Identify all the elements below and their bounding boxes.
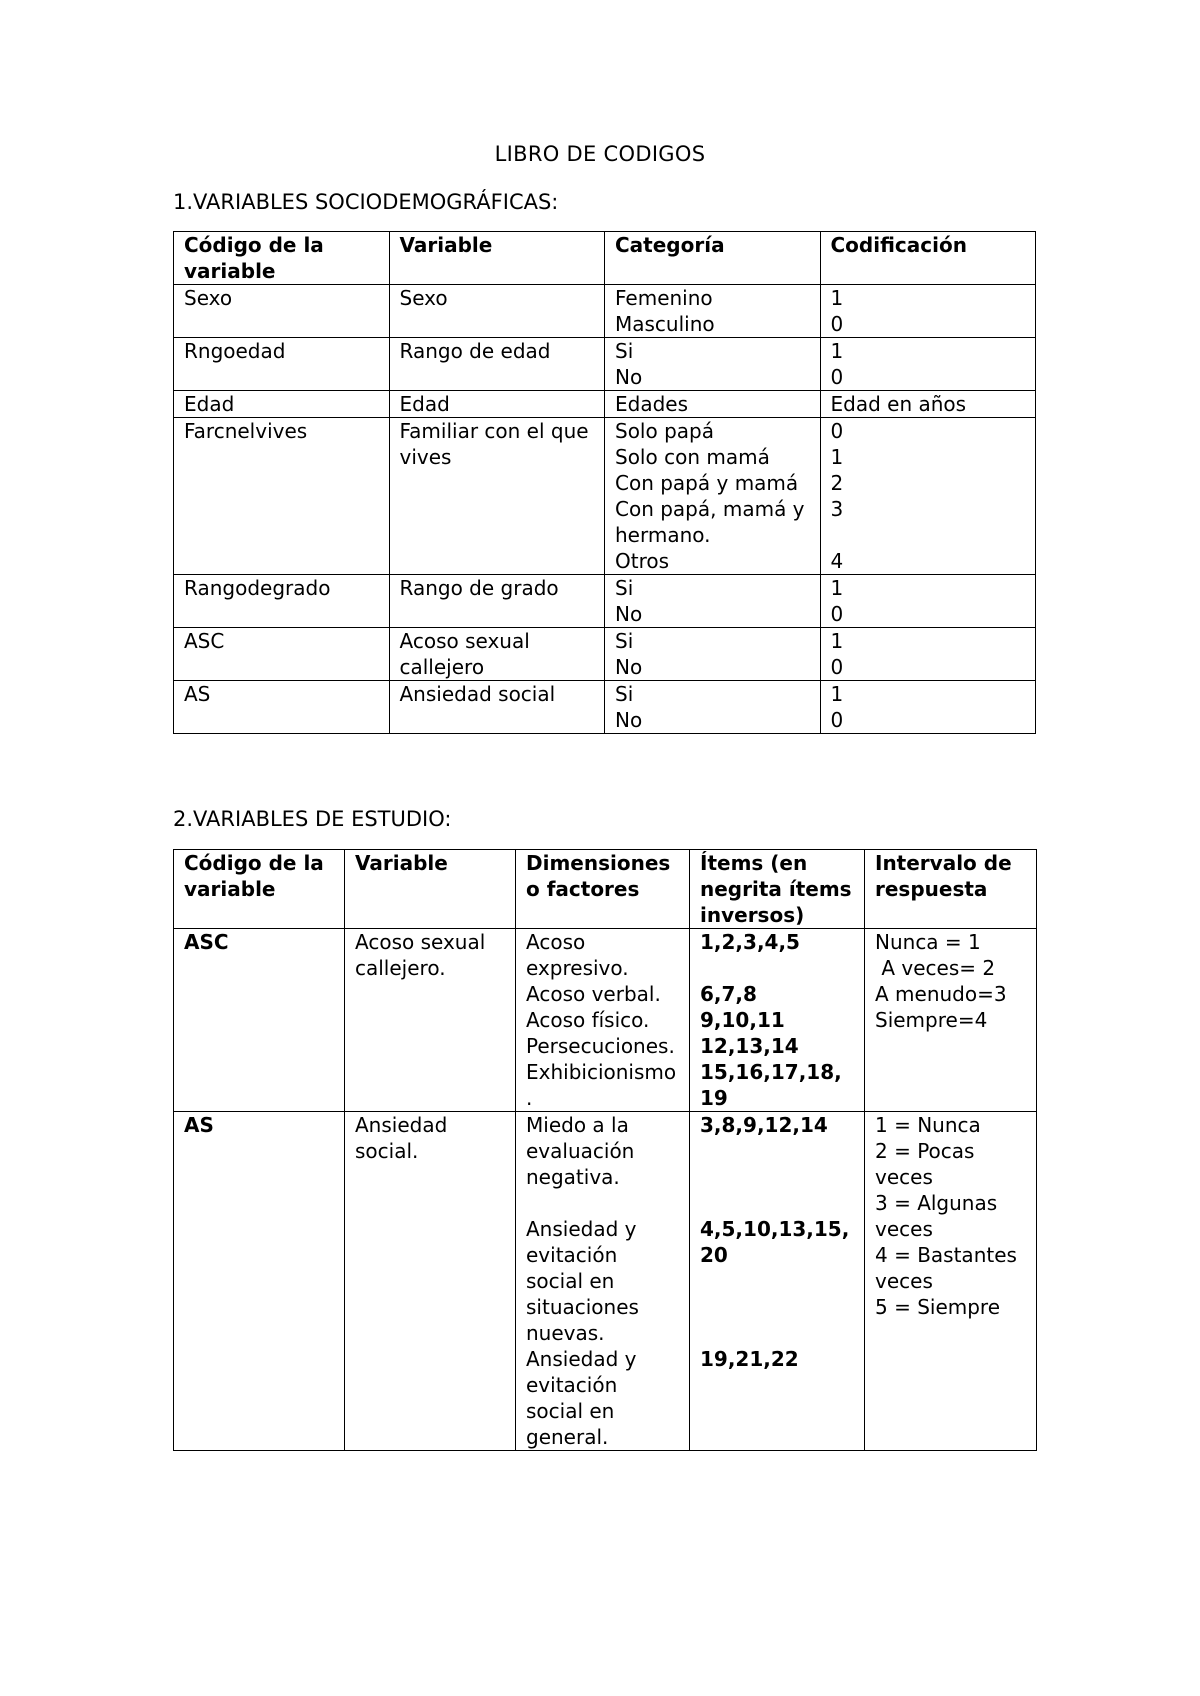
table-header-row bbox=[174, 232, 1036, 285]
items-value: 12,13,14 bbox=[700, 1034, 799, 1058]
header-cell: Código de la variable bbox=[174, 850, 345, 929]
coding-value: 4 bbox=[830, 549, 844, 573]
table-row bbox=[174, 338, 1036, 391]
section-heading-sociodemographic: 1.VARIABLES SOCIODEMOGRÁFICAS: bbox=[173, 190, 559, 214]
variable-code-cell: Rangodegrado bbox=[174, 575, 390, 628]
table-row bbox=[174, 1112, 1037, 1451]
variable-name-cell: Ansiedad social. bbox=[345, 1112, 516, 1451]
items-value: 19,21,22 bbox=[700, 1347, 799, 1371]
coding-value: 1 bbox=[830, 445, 844, 469]
coding-value: 0 bbox=[830, 312, 844, 336]
section-heading-study-variables: 2.VARIABLES DE ESTUDIO: bbox=[173, 807, 452, 831]
variable-name-cell: Familiar con el que vives bbox=[389, 418, 605, 575]
coding-value: 1 bbox=[830, 682, 844, 706]
coding-cell bbox=[820, 681, 1036, 734]
category-value: Femenino bbox=[615, 286, 713, 310]
items-value bbox=[700, 1190, 854, 1216]
items-value: 4,5,10,13,15,20 bbox=[700, 1217, 850, 1267]
variable-code-cell: ASC bbox=[174, 929, 345, 1112]
variable-code-cell: ASC bbox=[174, 628, 390, 681]
dimension-value bbox=[526, 1190, 679, 1216]
category-value: Si bbox=[615, 629, 634, 653]
coding-cell bbox=[820, 391, 1036, 418]
category-value: No bbox=[615, 365, 643, 389]
category-value: Solo con mamá bbox=[615, 445, 770, 469]
coding-value: 0 bbox=[830, 365, 844, 389]
scale-value: 4 = Bastantes veces bbox=[875, 1243, 1024, 1293]
header-cell: Código de la variable bbox=[174, 232, 390, 285]
header-cell: Variable bbox=[345, 850, 516, 929]
items-value bbox=[700, 1320, 854, 1346]
items-value: 15,16,17,18,19 bbox=[700, 1060, 842, 1110]
scale-value: Nunca = 1 bbox=[875, 930, 981, 954]
dimension-value: Exhibicionismo. bbox=[526, 1060, 677, 1110]
coding-cell bbox=[820, 338, 1036, 391]
response-scale-cell bbox=[865, 1112, 1037, 1451]
variable-code-cell: Sexo bbox=[174, 285, 390, 338]
items-value: 9,10,11 bbox=[700, 1008, 785, 1032]
table-row bbox=[174, 391, 1036, 418]
variable-name-cell: Rango de grado bbox=[389, 575, 605, 628]
table-row bbox=[174, 628, 1036, 681]
dimension-value: Acoso verbal. bbox=[526, 982, 661, 1006]
variable-name-cell: Ansiedad social bbox=[389, 681, 605, 734]
header-cell: Dimensiones o factores bbox=[516, 850, 690, 929]
coding-value: 0 bbox=[830, 708, 844, 732]
items-value: 6,7,8 bbox=[700, 982, 757, 1006]
category-value: No bbox=[615, 655, 643, 679]
variable-name-cell: Acoso sexual callejero bbox=[389, 628, 605, 681]
coding-value bbox=[831, 522, 1026, 548]
category-cell bbox=[605, 285, 821, 338]
dimension-value: Acoso físico. bbox=[526, 1008, 650, 1032]
table-row bbox=[174, 418, 1036, 575]
category-cell bbox=[605, 575, 821, 628]
document-title: LIBRO DE CODIGOS bbox=[494, 142, 706, 166]
category-cell bbox=[605, 681, 821, 734]
category-value: Si bbox=[615, 339, 634, 363]
category-value: Con papá, mamá y hermano. bbox=[615, 497, 811, 547]
dimensions-cell bbox=[516, 1112, 690, 1451]
header-cell: Intervalo de respuesta bbox=[865, 850, 1037, 929]
category-cell bbox=[605, 391, 821, 418]
scale-value: 1 = Nunca bbox=[875, 1113, 981, 1137]
dimension-value: Ansiedad y evitación social en situaciones nuevas. bbox=[526, 1217, 646, 1345]
scale-value: 2 = Pocas veces bbox=[875, 1139, 981, 1189]
dimension-value: Miedo a la evaluación negativa. bbox=[526, 1113, 641, 1189]
coding-value: 1 bbox=[830, 629, 844, 653]
category-value: Solo papá bbox=[615, 419, 714, 443]
items-value: 1,2,3,4,5 bbox=[700, 930, 800, 954]
variable-code-cell: Farcnelvives bbox=[174, 418, 390, 575]
coding-cell bbox=[820, 628, 1036, 681]
dimension-value: Persecuciones. bbox=[526, 1034, 675, 1058]
table-row bbox=[174, 285, 1036, 338]
study-variables-table bbox=[173, 849, 1037, 1451]
variable-code-cell: Rngoedad bbox=[174, 338, 390, 391]
category-value: No bbox=[615, 708, 643, 732]
category-value: Masculino bbox=[615, 312, 715, 336]
dimension-value: Acoso expresivo. bbox=[526, 930, 629, 980]
items-value bbox=[700, 1268, 854, 1294]
category-value: Si bbox=[615, 682, 634, 706]
coding-value: 1 bbox=[830, 286, 844, 310]
table-header-row bbox=[174, 850, 1037, 929]
items-value bbox=[700, 1138, 854, 1164]
coding-cell bbox=[820, 575, 1036, 628]
category-cell bbox=[605, 418, 821, 575]
scale-value: A veces= 2 bbox=[875, 956, 996, 980]
variable-name-cell: Edad bbox=[389, 391, 605, 418]
dimensions-cell bbox=[516, 929, 690, 1112]
scale-value: A menudo=3 bbox=[875, 982, 1007, 1006]
variable-code-cell: Edad bbox=[174, 391, 390, 418]
header-cell: Variable bbox=[389, 232, 605, 285]
coding-value: 1 bbox=[830, 576, 844, 600]
dimension-value: Ansiedad y evitación social en general. bbox=[526, 1347, 643, 1449]
scale-value: Siempre=4 bbox=[875, 1008, 988, 1032]
coding-cell bbox=[820, 285, 1036, 338]
scale-value: 3 = Algunas veces bbox=[875, 1191, 1004, 1241]
variable-code-cell: AS bbox=[174, 681, 390, 734]
sociodemographic-table bbox=[173, 231, 1036, 734]
category-value: Edades bbox=[615, 392, 689, 416]
header-cell: Codificación bbox=[820, 232, 1036, 285]
coding-cell bbox=[820, 418, 1036, 575]
variable-name-cell: Sexo bbox=[389, 285, 605, 338]
coding-value: 0 bbox=[830, 655, 844, 679]
header-cell: Ítems (en negrita ítems inversos) bbox=[690, 850, 865, 929]
variable-name-cell: Rango de edad bbox=[389, 338, 605, 391]
coding-value: 0 bbox=[830, 602, 844, 626]
category-value: No bbox=[615, 602, 643, 626]
category-cell bbox=[605, 628, 821, 681]
coding-value: 0 bbox=[830, 419, 844, 443]
scale-value: 5 = Siempre bbox=[875, 1295, 1001, 1319]
items-cell bbox=[690, 929, 865, 1112]
category-cell bbox=[605, 338, 821, 391]
category-value: Con papá y mamá bbox=[615, 471, 799, 495]
items-cell bbox=[690, 1112, 865, 1451]
coding-value: 1 bbox=[830, 339, 844, 363]
category-value: Si bbox=[615, 576, 634, 600]
coding-value: Edad en años bbox=[830, 392, 967, 416]
response-scale-cell bbox=[865, 929, 1037, 1112]
variable-code-cell: AS bbox=[174, 1112, 345, 1451]
variable-name-cell: Acoso sexual callejero. bbox=[345, 929, 516, 1112]
header-cell: Categoría bbox=[605, 232, 821, 285]
items-value: 3,8,9,12,14 bbox=[700, 1113, 828, 1137]
coding-value: 2 bbox=[830, 471, 844, 495]
table-row bbox=[174, 681, 1036, 734]
items-value bbox=[700, 1294, 854, 1320]
items-value bbox=[700, 955, 854, 981]
coding-value: 3 bbox=[830, 497, 844, 521]
table-row bbox=[174, 575, 1036, 628]
table-row bbox=[174, 929, 1037, 1112]
items-value bbox=[700, 1164, 854, 1190]
category-value: Otros bbox=[615, 549, 670, 573]
